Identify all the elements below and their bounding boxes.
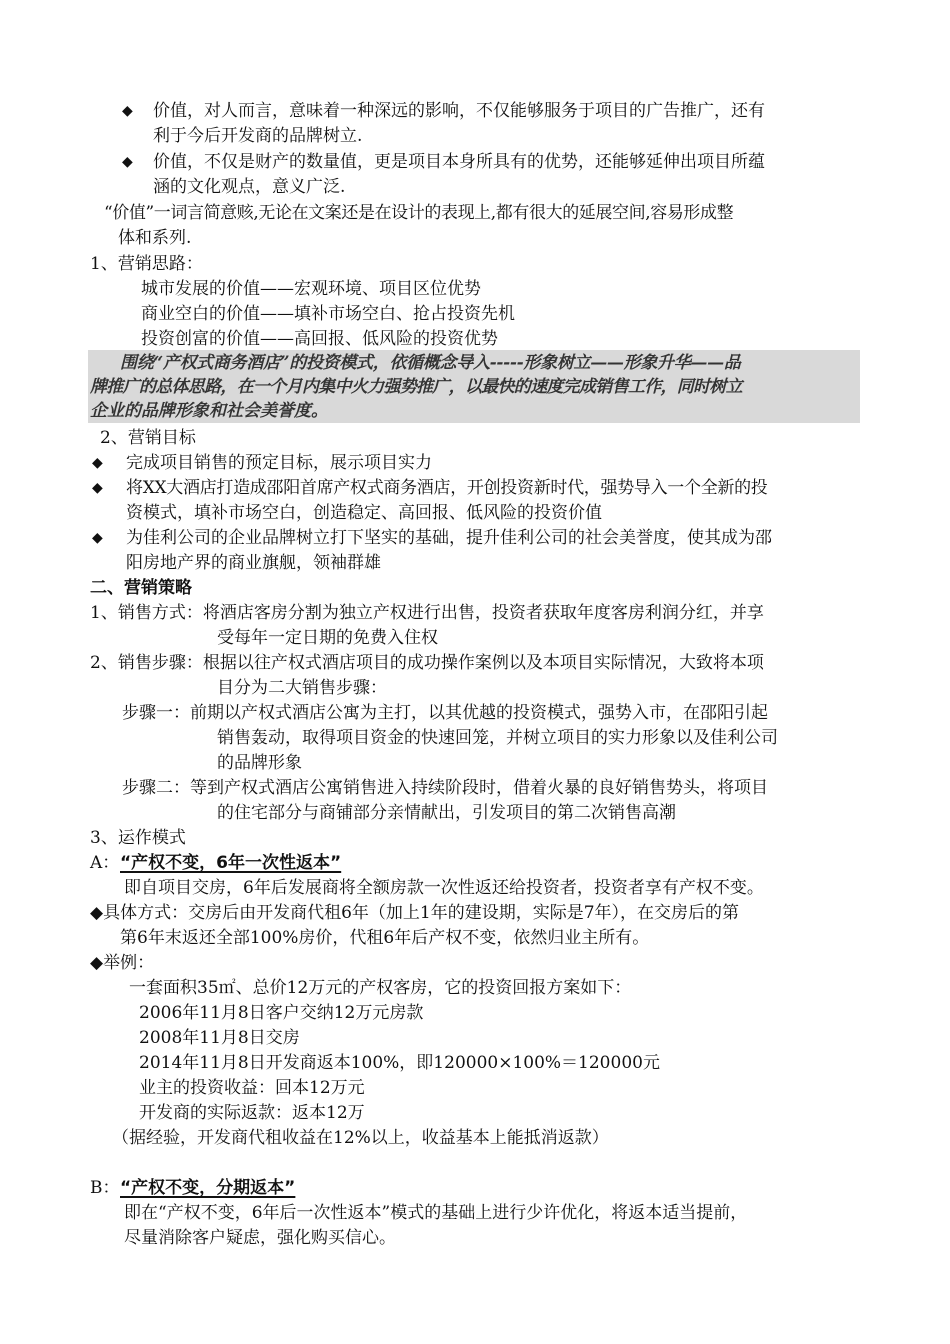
example-line: 2006年11月8日客户交纳12万元房款 [139, 1003, 424, 1023]
operation-mode-heading: 3、运作模式 [90, 828, 186, 848]
marketing-idea-heading: 1、营销思路： [90, 254, 203, 274]
goal-2-line-1: 将XX大酒店打造成邵阳首席产权式商务酒店，开创投资新时代，强势导入一个全新的投 [126, 478, 768, 498]
diamond-bullet-icon: ◆ [92, 455, 103, 471]
example-line: 2008年11月8日交房 [139, 1028, 300, 1048]
goal-1: 完成项目销售的预定目标，展示项目实力 [126, 453, 432, 473]
diamond-bullet-icon: ◆ [92, 530, 103, 546]
marketing-goal-heading: 2、营销目标 [100, 428, 196, 448]
example-line: 业主的投资收益：回本12万元 [139, 1078, 365, 1098]
step-1-line-1: 步骤一：前期以产权式酒店公寓为主打，以其优越的投资模式，强势入市，在邵阳引起 [122, 703, 768, 723]
mode-a-label: A： [90, 853, 120, 873]
diamond-bullet-icon: ◆ [122, 103, 133, 119]
sales-method-line-1: 1、销售方式：将酒店客房分割为独立产权进行出售，投资者获取年度客房利润分红，并享 [90, 603, 764, 623]
example-heading: ◆举例： [90, 953, 155, 973]
example-line: 2014年11月8日开发商返本100%，即120000×100%＝120000元 [139, 1053, 660, 1073]
goal-3-line-1: 为佳利公司的企业品牌树立打下坚实的基础，提升佳利公司的社会美誉度，使其成为邵 [126, 528, 772, 548]
sales-steps-line-2: 目分为二大销售步骤： [217, 678, 387, 698]
step-1-line-3: 的品牌形象 [217, 753, 302, 773]
sales-method-line-2: 受每年一定日期的免费入住权 [217, 628, 438, 648]
step-1-line-2: 销售轰动，取得项目资金的快速回笼，并树立项目的实力形象以及佳利公司 [217, 728, 778, 748]
intro-paragraph-line-2: 体和系列. [118, 228, 192, 248]
mode-a-title: “产权不变，6年一次性返本” [120, 853, 342, 873]
diamond-bullet-icon: ◆ [92, 480, 103, 496]
sales-steps-line-1: 2、销售步骤：根据以往产权式酒店项目的成功操作案例以及本项目实际情况，大致将本项 [90, 653, 764, 673]
marketing-idea-item: 投资创富的价值——高回报、低风险的投资优势 [141, 329, 498, 349]
marketing-idea-item: 商业空白的价值——填补市场空白、抢占投资先机 [141, 304, 515, 324]
example-line: 开发商的实际返款：返本12万 [139, 1103, 365, 1123]
mode-a-description: 即自项目交房，6年后发展商将全额房款一次性返还给投资者，投资者享有产权不变。 [124, 878, 764, 898]
method-line-2: 第6年末返还全部100%房价，代租6年后产权不变，依然归业主所有。 [120, 928, 650, 948]
mode-b-line-2: 尽量消除客户疑虑，强化购买信心。 [124, 1228, 396, 1248]
intro-bullet-1-line-1: 价值，对人而言，意味着一种深远的影响，不仅能够服务于项目的广告推广，还有 [153, 101, 765, 121]
goal-2-line-2: 资模式，填补市场空白，创造稳定、高回报、低风险的投资价值 [126, 503, 602, 523]
step-2-line-2: 的住宅部分与商铺部分亲情献出，引发项目的第二次销售高潮 [217, 803, 676, 823]
intro-bullet-1-line-2: 利于今后开发商的品牌树立. [153, 126, 363, 146]
intro-bullet-2-line-2: 涵的文化观点，意义广泛. [153, 177, 346, 197]
diamond-bullet-icon: ◆ [122, 154, 133, 170]
highlight-line-3: 企业的品牌形象和社会美誉度。 [90, 401, 328, 421]
mode-b-line-1: 即在“产权不变，6年后一次性返本”模式的基础上进行少许优化，将返本适当提前， [124, 1203, 748, 1223]
example-note: （据经验，开发商代租收益在12%以上，收益基本上能抵消返款） [112, 1128, 609, 1148]
method-line-1: ◆具体方式：交房后由开发商代租6年（加上1年的建设期，实际是7年），在交房后的第 [90, 903, 740, 923]
highlight-line-1: 围绕“产权式商务酒店”的投资模式，依循概念导入-----形象树立——形象升华——品 [120, 353, 741, 373]
mode-b-title: “产权不变，分期返本” [120, 1178, 296, 1198]
step-2-line-1: 步骤二：等到产权式酒店公寓销售进入持续阶段时，借着火暴的良好销售势头，将项目 [122, 778, 768, 798]
highlight-line-2: 牌推广的总体思路，在一个月内集中火力强势推广，以最快的速度完成销售工作，同时树立 [90, 377, 742, 397]
goal-3-line-2: 阳房地产界的商业旗舰，领袖群雄 [126, 553, 381, 573]
example-line: 一套面积35㎡、总价12万元的产权客房，它的投资回报方案如下： [129, 978, 632, 998]
marketing-idea-item: 城市发展的价值——宏观环境、项目区位优势 [141, 279, 481, 299]
intro-bullet-2-line-1: 价值，不仅是财产的数量值，更是项目本身所具有的优势，还能够延伸出项目所蕴 [153, 152, 765, 172]
strategy-heading: 二、营销策略 [90, 578, 192, 598]
mode-b-label: B： [90, 1178, 120, 1198]
intro-paragraph-line-1: “价值”一词言简意赅,无论在文案还是在设计的表现上,都有很大的延展空间,容易形成整 [104, 203, 734, 223]
